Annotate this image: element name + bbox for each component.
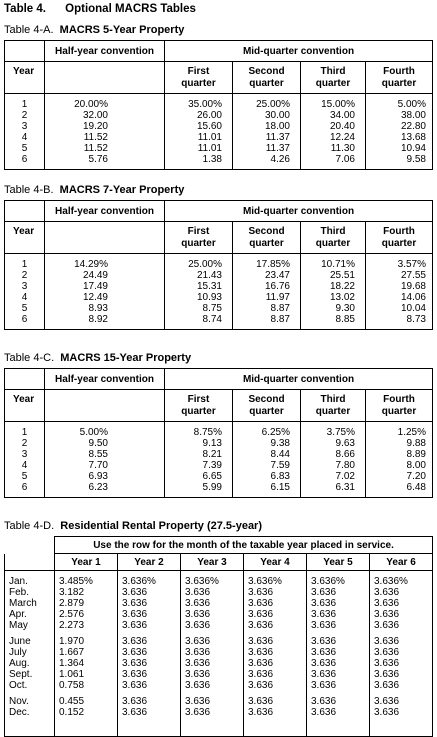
table-cell: 1.061: [59, 669, 85, 680]
table-cell: 4: [21, 132, 28, 143]
table-4c-half-year-values: [45, 422, 165, 498]
table-cell: 8.75%: [193, 427, 222, 438]
table-cell: 7.02: [335, 471, 355, 482]
table-cell: 2.273: [59, 620, 85, 631]
table-cell: 2.879: [59, 598, 85, 609]
table-4c-q3-header: Third quarter: [301, 390, 366, 422]
table-cell: 0.758: [59, 680, 85, 691]
table-cell: 5: [21, 143, 28, 154]
table-cell: 12.49: [82, 292, 108, 303]
table-4a-half-year-header: Half-year convention: [45, 41, 165, 62]
table-cell: 5.00%: [397, 99, 426, 110]
table-cell: 15.60: [196, 121, 222, 132]
table-cell: 25.00%: [188, 259, 222, 270]
table-cell: 1.25%: [397, 427, 426, 438]
table-cell: 13.02: [329, 292, 355, 303]
table-4b-q3-header: Third quarter: [301, 222, 366, 254]
table-4a: [4, 40, 433, 170]
table-cell: 3.636: [248, 636, 274, 647]
table-4d-year-5-header: Year 5: [307, 554, 370, 571]
table-4c-title: [4, 352, 191, 364]
table-cell: 9.30: [335, 303, 355, 314]
table-cell: 3.636: [374, 609, 400, 620]
table-cell: 2.576: [59, 609, 85, 620]
table-4c-q3-values: [301, 422, 366, 498]
table-cell: 35.00%: [188, 99, 222, 110]
table-cell: 6.93: [88, 471, 108, 482]
table-cell: 6: [21, 314, 28, 325]
table-4d-month-header-cell: [5, 554, 55, 571]
table-4d-year-1-header: Year 1: [55, 554, 118, 571]
table-cell: 3.636%: [311, 576, 345, 587]
table-cell: 3.636: [122, 658, 148, 669]
table-cell: 13.68: [400, 132, 426, 143]
table-cell: 3.636: [311, 669, 337, 680]
table-4c-q1-values: [165, 422, 233, 498]
table-4d-year-5-values: [307, 571, 370, 737]
table-4c-label: Table 4-C.: [4, 352, 55, 364]
table-cell: 3.636: [248, 658, 274, 669]
table-4d-label: Table 4-D.: [4, 520, 55, 532]
table-cell: 8.87: [270, 314, 290, 325]
table-4a-q2-header: Second quarter: [233, 62, 301, 94]
table-cell: 9.38: [270, 438, 290, 449]
table-4d-year-4-header: Year 4: [244, 554, 307, 571]
table-cell: 3.636: [122, 647, 148, 658]
table-cell: 3.636%: [374, 576, 408, 587]
table-4a-mid-quarter-header: Mid-quarter convention: [165, 41, 433, 62]
table-cell: 3.636: [185, 587, 211, 598]
table-cell: 3.636: [248, 696, 274, 707]
table-cell: 3.636: [311, 658, 337, 669]
table-4b-years: [5, 254, 45, 330]
table-cell: 6.83: [270, 471, 290, 482]
table-cell: 3.636: [374, 696, 400, 707]
table-cell: 3.636: [185, 658, 211, 669]
table-cell: 18.22: [329, 281, 355, 292]
table-4b-q1-header: First quarter: [165, 222, 233, 254]
table-cell: 3.636: [374, 598, 400, 609]
table-cell: 4: [21, 292, 28, 303]
table-cell: 8.55: [88, 449, 108, 460]
table-cell: 3.636: [185, 669, 211, 680]
table-cell: 8.73: [406, 314, 426, 325]
table-cell: 5: [21, 471, 28, 482]
table-4c-years: [5, 422, 45, 498]
table-4a-blank-subheader: [45, 62, 165, 94]
table-cell: 3.636: [122, 669, 148, 680]
table-cell: 8.66: [335, 449, 355, 460]
table-cell: May: [9, 620, 28, 631]
table-cell: 3.636: [122, 587, 148, 598]
table-cell: 1.970: [59, 636, 85, 647]
table-cell: 20.00%: [74, 99, 108, 110]
table-cell: 4.26: [270, 154, 290, 165]
table-cell: 6.15: [270, 482, 290, 493]
table-cell: 2: [21, 438, 28, 449]
table-4d-year-6-values: [370, 571, 433, 737]
document-title: Table 4. Optional MACRS Tables: [4, 3, 196, 15]
table-cell: 11.30: [330, 143, 355, 154]
table-cell: 3.636: [248, 707, 274, 718]
table-cell: 8.75: [202, 303, 222, 314]
table-4b-year-header: Year: [5, 222, 45, 254]
table-4c-q4-values: [366, 422, 433, 498]
table-cell: 19.20: [82, 121, 108, 132]
table-cell: 3.636: [311, 609, 337, 620]
table-cell: 8.93: [88, 303, 108, 314]
table-cell: 3.636: [311, 620, 337, 631]
table-cell: 3.636: [374, 620, 400, 631]
table-cell: 11.01: [197, 143, 222, 154]
table-4a-q1-values: [165, 94, 233, 170]
table-cell: July: [9, 647, 27, 658]
table-cell: 7.70: [88, 460, 108, 471]
table-cell: 0.455: [59, 696, 85, 707]
table-cell: 10.94: [400, 143, 426, 154]
table-cell: 11.01: [197, 132, 222, 143]
table-cell: 3.636: [185, 636, 211, 647]
table-cell: 18.00: [264, 121, 290, 132]
table-cell: 5.00%: [79, 427, 108, 438]
table-cell: 3.636%: [122, 576, 156, 587]
table-cell: 25.51: [329, 270, 355, 281]
table-4c: [4, 368, 433, 498]
table-cell: 6.25%: [261, 427, 290, 438]
table-cell: 8.89: [406, 449, 426, 460]
table-cell: 19.68: [400, 281, 426, 292]
table-4a-label: Table 4-A.: [4, 24, 54, 36]
table-cell: 10.71%: [321, 259, 355, 270]
table-cell: 1: [21, 259, 28, 270]
table-cell: 3.75%: [326, 427, 355, 438]
table-cell: 3.636: [374, 680, 400, 691]
table-cell: 7.80: [335, 460, 355, 471]
table-cell: 3.636: [248, 609, 274, 620]
table-cell: 38.00: [400, 110, 426, 121]
table-cell: 17.49: [82, 281, 108, 292]
table-cell: 20.40: [329, 121, 355, 132]
table-cell: 26.00: [196, 110, 222, 121]
table-4d-title: [4, 520, 262, 532]
table-cell: 3.485%: [59, 576, 93, 587]
table-4a-q4-values: [366, 94, 433, 170]
table-cell: 3.636: [311, 636, 337, 647]
table-cell: Aug.: [9, 658, 30, 669]
table-cell: 3: [21, 281, 28, 292]
table-cell: 8.44: [270, 449, 290, 460]
table-cell: 6: [21, 154, 28, 165]
table-cell: 3: [21, 449, 28, 460]
table-cell: 22.80: [400, 121, 426, 132]
table-cell: 3.636: [185, 707, 211, 718]
table-cell: 3.636: [374, 636, 400, 647]
table-cell: 1: [21, 99, 28, 110]
table-cell: 3.182: [59, 587, 85, 598]
table-cell: 11.52: [83, 132, 108, 143]
table-cell: 24.49: [82, 270, 108, 281]
table-4a-year-header: Year: [5, 62, 45, 94]
table-4c-q4-header: Fourth quarter: [366, 390, 433, 422]
table-cell: 3.636%: [248, 576, 282, 587]
table-cell: 7.59: [270, 460, 290, 471]
table-4c-q1-header: First quarter: [165, 390, 233, 422]
table-cell: 3.636: [248, 680, 274, 691]
table-cell: 3.636: [122, 696, 148, 707]
table-cell: Dec.: [9, 707, 30, 718]
table-4c-q2-header: Second quarter: [233, 390, 301, 422]
table-cell: 8.00: [406, 460, 426, 471]
table-cell: 3.636: [248, 598, 274, 609]
table-cell: 3.636: [185, 696, 211, 707]
table-cell: 3.636: [185, 598, 211, 609]
table-cell: 32.00: [82, 110, 108, 121]
table-cell: 3.636: [311, 598, 337, 609]
table-4b-q2-values: [233, 254, 301, 330]
table-cell: 3.636: [248, 669, 274, 680]
table-cell: 1.364: [59, 658, 85, 669]
table-cell: June: [9, 636, 31, 647]
table-cell: 0.152: [59, 707, 85, 718]
table-cell: 3.636: [122, 636, 148, 647]
table-4b-label: Table 4-B.: [4, 184, 54, 196]
table-4d-caption: Use the row for the month of the taxable year placed in service.: [55, 537, 433, 554]
table-4b-name: MACRS 7-Year Property: [59, 184, 185, 196]
table-4a-years: [5, 94, 45, 170]
table-cell: 3.636: [374, 669, 400, 680]
table-4d-year-3-header: Year 3: [181, 554, 244, 571]
table-cell: 12.24: [329, 132, 355, 143]
table-4c-mid-quarter-header: Mid-quarter convention: [165, 369, 433, 390]
table-4d-year-2-header: Year 2: [118, 554, 181, 571]
table-4a-q2-values: [233, 94, 301, 170]
table-cell: Sept.: [9, 669, 33, 680]
table-4c-blank-subheader: [45, 390, 165, 422]
table-cell: Feb.: [9, 587, 30, 598]
table-4b-q4-values: [366, 254, 433, 330]
table-cell: 6: [21, 482, 28, 493]
table-cell: 3.636: [248, 647, 274, 658]
table-4b-half-year-header: Half-year convention: [45, 201, 165, 222]
table-4d-year-3-values: [181, 571, 244, 737]
table-cell: 3.636%: [185, 576, 219, 587]
table-cell: 30.00: [264, 110, 290, 121]
table-cell: 3.636: [374, 707, 400, 718]
table-cell: Nov.: [9, 696, 29, 707]
table-4b-half-year-values: [45, 254, 165, 330]
table-4a-half-year-values: [45, 94, 165, 170]
table-4a-q1-header: First quarter: [165, 62, 233, 94]
table-4b-q2-header: Second quarter: [233, 222, 301, 254]
table-4b-q1-values: [165, 254, 233, 330]
table-cell: 5.76: [88, 154, 108, 165]
table-cell: 10.04: [400, 303, 426, 314]
table-4b-q4-header: Fourth quarter: [366, 222, 433, 254]
table-4d-months: [5, 571, 55, 737]
table-cell: 14.29%: [74, 259, 108, 270]
table-cell: 3.636: [374, 658, 400, 669]
table-cell: 3.636: [374, 587, 400, 598]
table-cell: 11.37: [265, 132, 290, 143]
table-cell: 11.52: [83, 143, 108, 154]
table-4c-q2-values: [233, 422, 301, 498]
table-cell: 23.47: [264, 270, 290, 281]
table-cell: 17.85%: [256, 259, 290, 270]
table-cell: 21.43: [196, 270, 222, 281]
table-4b-mid-quarter-header: Mid-quarter convention: [165, 201, 433, 222]
table-cell: 5.99: [202, 482, 222, 493]
table-cell: 1.38: [202, 154, 222, 165]
table-cell: 6.48: [406, 482, 426, 493]
table-cell: 15.00%: [321, 99, 355, 110]
table-4c-name: MACRS 15-Year Property: [60, 352, 192, 364]
table-cell: 11.97: [265, 292, 290, 303]
table-cell: 5: [21, 303, 28, 314]
table-cell: Jan.: [9, 576, 28, 587]
table-cell: 6.31: [335, 482, 355, 493]
table-cell: 3: [21, 121, 28, 132]
table-4b-blank-subheader: [45, 222, 165, 254]
table-cell: 3.636: [311, 647, 337, 658]
table-cell: 3.636: [122, 707, 148, 718]
table-cell: Oct.: [9, 680, 28, 691]
table-cell: 15.31: [196, 281, 222, 292]
table-cell: 8.92: [88, 314, 108, 325]
table-4d-year-2-values: [118, 571, 181, 737]
table-4d: [4, 536, 433, 737]
table-cell: 7.20: [406, 471, 426, 482]
table-4a-title: [4, 24, 184, 36]
table-cell: 4: [21, 460, 28, 471]
table-cell: 10.93: [196, 292, 222, 303]
table-cell: 8.87: [270, 303, 290, 314]
table-cell: 3.636: [248, 587, 274, 598]
table-cell: 9.58: [406, 154, 426, 165]
table-cell: 3.636: [185, 609, 211, 620]
table-cell: 3.636: [248, 620, 274, 631]
table-cell: 3.636: [185, 680, 211, 691]
table-cell: March: [9, 598, 37, 609]
table-cell: 1.667: [59, 647, 85, 658]
table-cell: 8.85: [335, 314, 355, 325]
table-cell: 7.06: [335, 154, 355, 165]
table-cell: 8.74: [202, 314, 222, 325]
table-cell: 3.636: [311, 707, 337, 718]
table-cell: 2: [21, 270, 28, 281]
table-cell: 3.636: [122, 680, 148, 691]
table-4a-q3-header: Third quarter: [301, 62, 366, 94]
table-4d-year-1-values: [55, 571, 118, 737]
table-4a-q4-header: Fourth quarter: [366, 62, 433, 94]
table-4b: [4, 200, 433, 330]
table-cell: 34.00: [329, 110, 355, 121]
table-cell: 2: [21, 110, 28, 121]
table-cell: 7.39: [202, 460, 222, 471]
table-4b-q3-values: [301, 254, 366, 330]
table-cell: Apr.: [9, 609, 27, 620]
table-4b-title: [4, 184, 184, 196]
table-cell: 16.76: [264, 281, 290, 292]
table-cell: 14.06: [400, 292, 426, 303]
table-cell: 9.63: [335, 438, 355, 449]
table-cell: 25.00%: [256, 99, 290, 110]
table-4c-year-header: Year: [5, 390, 45, 422]
table-4c-corner-cell: [5, 369, 45, 390]
table-cell: 3.636: [311, 680, 337, 691]
table-cell: 11.37: [265, 143, 290, 154]
table-cell: 9.13: [202, 438, 222, 449]
table-4a-corner-cell: [5, 41, 45, 62]
table-cell: 3.57%: [397, 259, 426, 270]
table-cell: 6.23: [88, 482, 108, 493]
table-4d-year-6-header: Year 6: [370, 554, 433, 571]
table-cell: 3.636: [311, 696, 337, 707]
table-cell: 6.65: [202, 471, 222, 482]
table-4a-q3-values: [301, 94, 366, 170]
table-cell: 3.636: [185, 647, 211, 658]
table-cell: 3.636: [185, 620, 211, 631]
table-cell: 3.636: [122, 598, 148, 609]
table-cell: 3.636: [311, 587, 337, 598]
table-cell: 27.55: [400, 270, 426, 281]
table-4c-half-year-header: Half-year convention: [45, 369, 165, 390]
table-4a-name: MACRS 5-Year Property: [59, 24, 185, 36]
table-cell: 3.636: [122, 620, 148, 631]
table-cell: 3.636: [122, 609, 148, 620]
table-4b-corner-cell: [5, 201, 45, 222]
table-cell: 3.636: [374, 647, 400, 658]
table-cell: 9.50: [88, 438, 108, 449]
table-cell: 8.21: [202, 449, 222, 460]
table-4d-name: Residential Rental Property (27.5-year): [60, 520, 263, 532]
table-cell: 9.88: [406, 438, 426, 449]
table-4d-year-4-values: [244, 571, 307, 737]
table-cell: 1: [21, 427, 28, 438]
table-4d-corner-cell: [5, 537, 55, 554]
